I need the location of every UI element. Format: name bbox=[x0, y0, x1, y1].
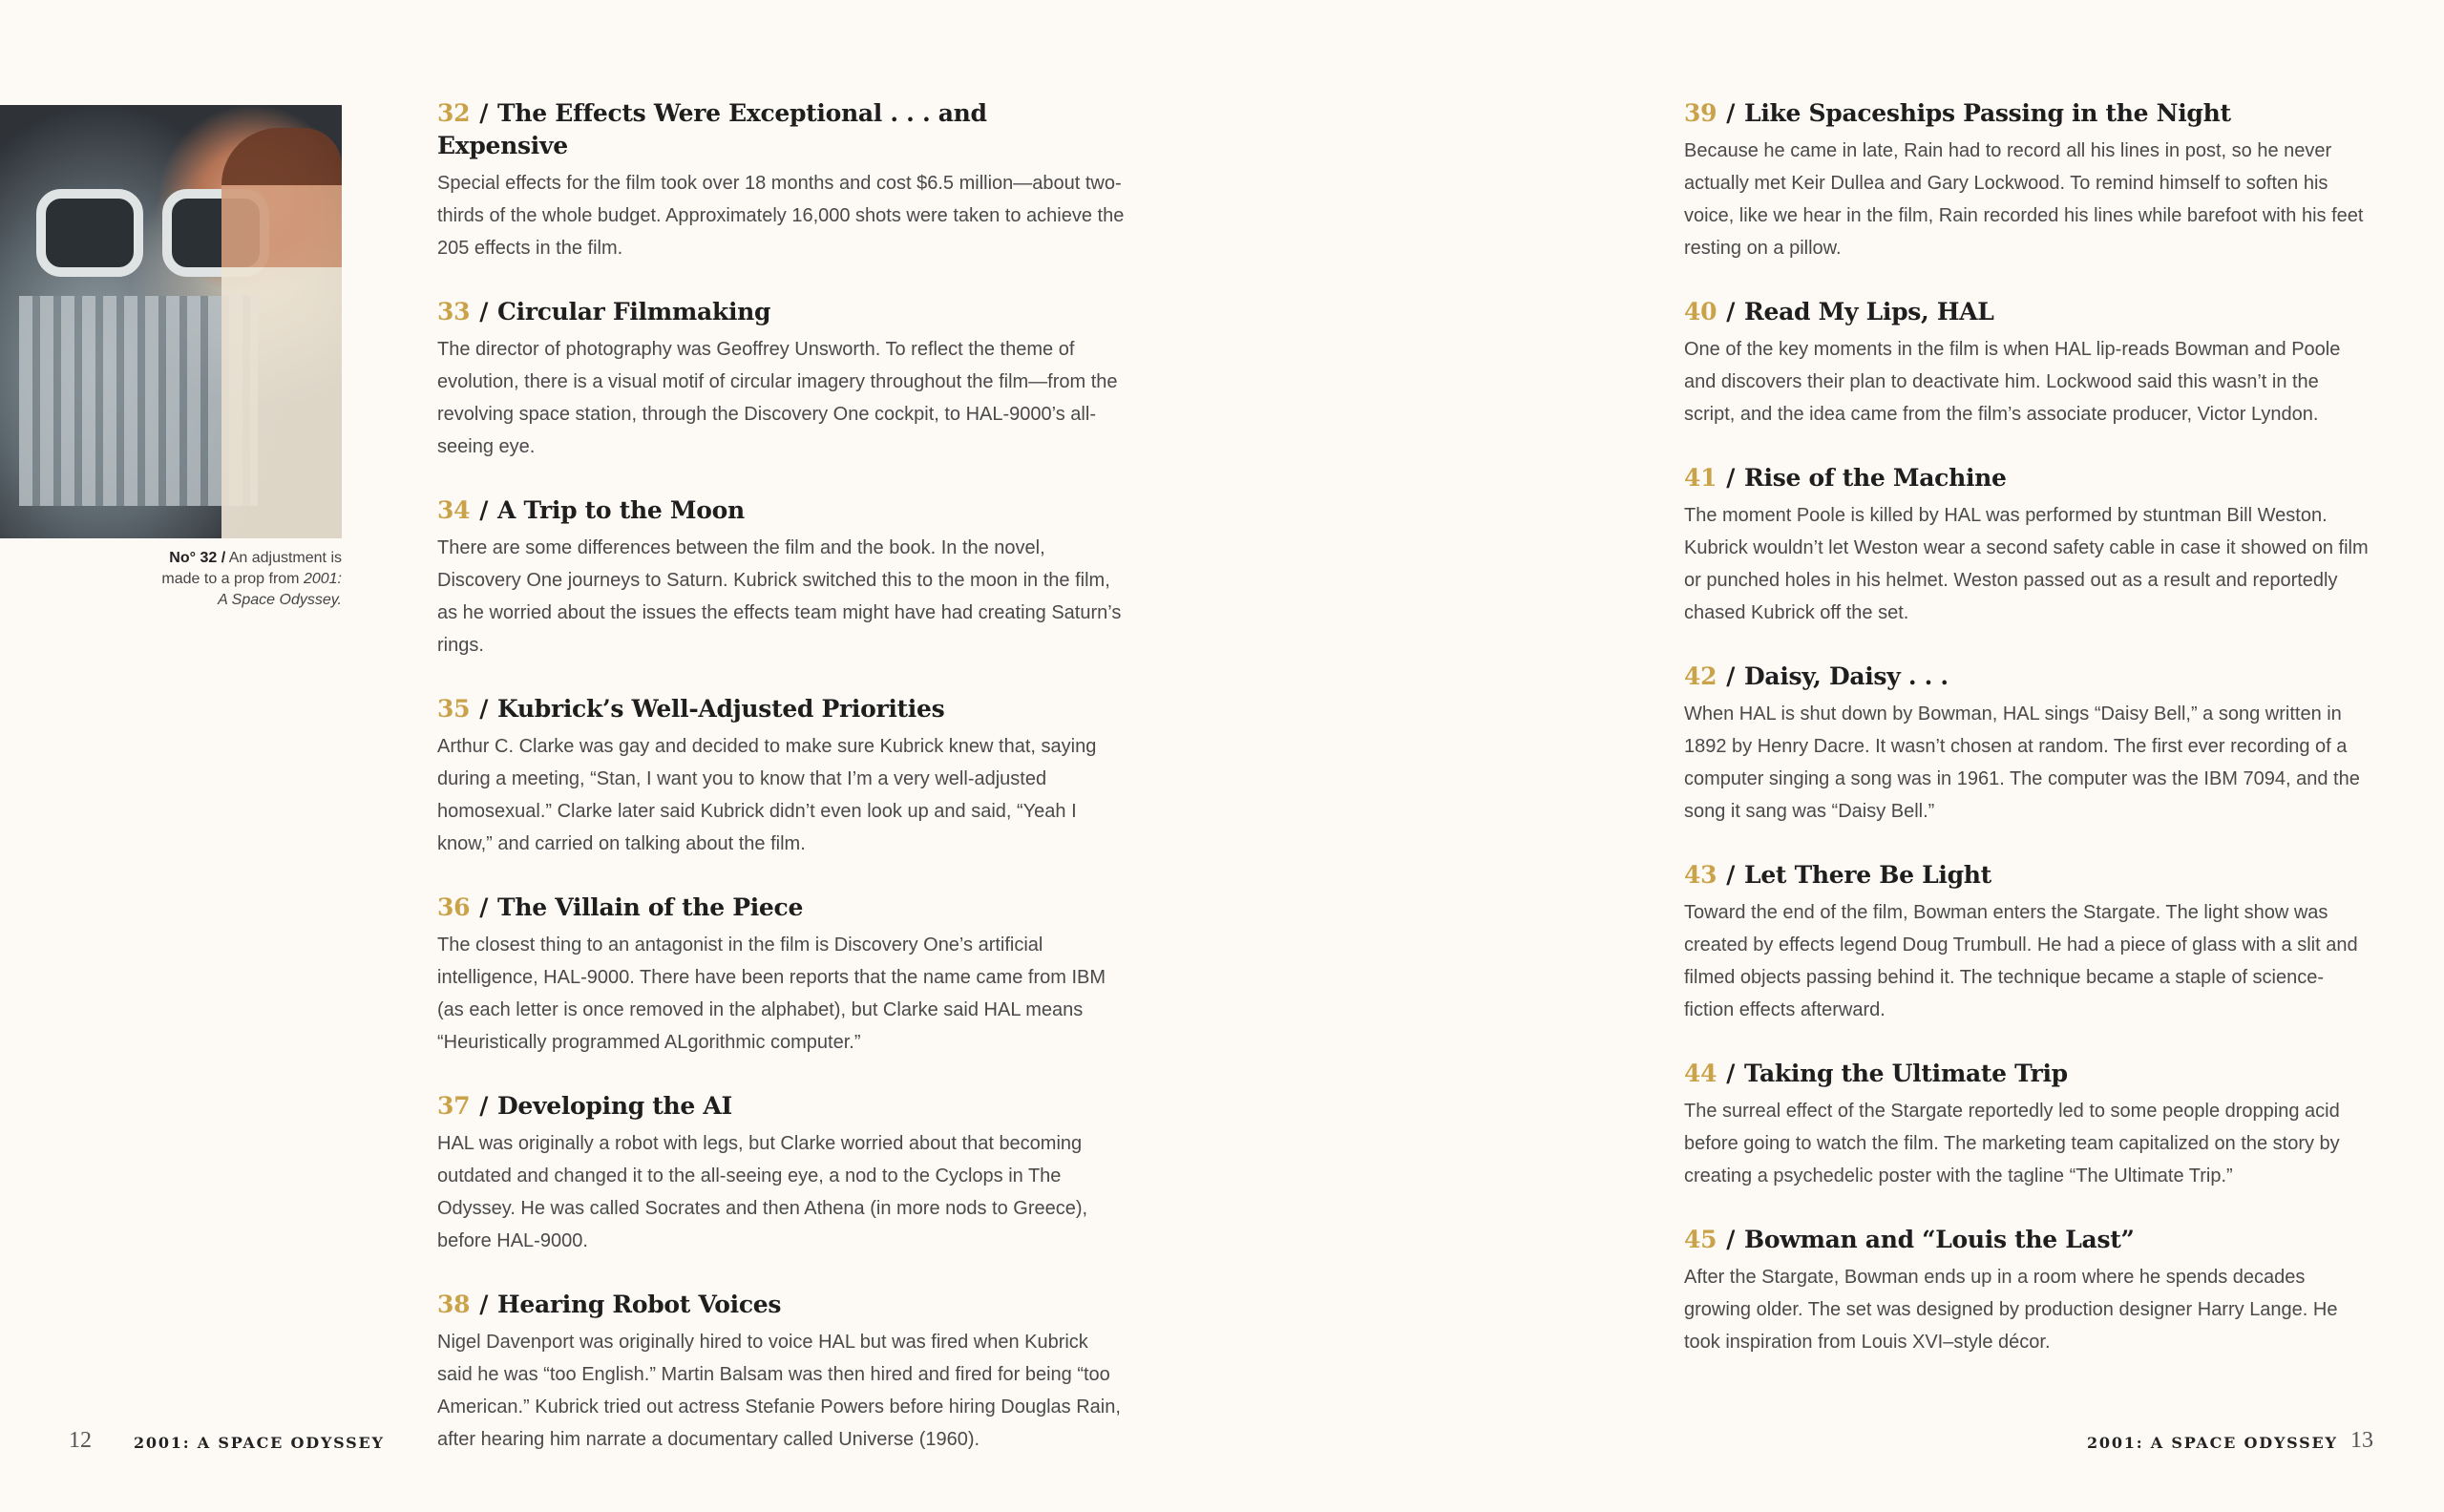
fact-title: Like Spaceships Passing in the Night bbox=[1744, 99, 2231, 127]
fact-32 bbox=[437, 97, 1125, 264]
fact-33 bbox=[437, 296, 1125, 463]
right-column bbox=[1684, 97, 2371, 1390]
fact-title: Daisy, Daisy . . . bbox=[1744, 662, 1949, 690]
fact-heading: 39 / Like Spaceships Passing in the Night bbox=[1684, 99, 2231, 127]
fact-heading: 42 / Daisy, Daisy . . . bbox=[1684, 662, 1949, 690]
photo-caption bbox=[151, 548, 342, 611]
fact-body: There are some differences between the film and the book. In the novel, Discovery One journeys to Saturn. Kubrick switched this to the moon in the film, as he worried about the issues the effects team might have had creating Saturn’s rings. bbox=[437, 537, 1122, 656]
fact-body: Toward the end of the film, Bowman enters the Stargate. The light show was created by effects legend Doug Trumbull. He had a piece of glass with a slit and filmed objects passing behind it. The technique became a staple of science-fiction effects afterward. bbox=[1684, 902, 2358, 1020]
fact-number: 44 bbox=[1684, 1060, 1717, 1087]
fact-number: 35 bbox=[437, 695, 471, 723]
fact-body: When HAL is shut down by Bowman, HAL sings “Daisy Bell,” a song written in 1892 by Henry Dacre. It wasn’t chosen at random. The first ever recording of a computer singing a song was in 1961. The computer was the IBM 7094, and the song it sang was “Daisy Bell.” bbox=[1684, 704, 2360, 822]
fact-title: Read My Lips, HAL bbox=[1744, 298, 1994, 326]
fact-body: Nigel Davenport was originally hired to voice HAL but was fired when Kubrick said he was “too English.” Martin Balsam was then hired and fired for being “too American.” Kubrick tried out actress Stefanie Powers before hiring Douglas Rain, after hearing him narrate a documentary called Universe (1960). bbox=[437, 1332, 1121, 1450]
fact-number: 42 bbox=[1684, 662, 1717, 690]
fact-heading: 35 / Kubrick’s Well-Adjusted Priorities bbox=[437, 695, 945, 723]
fact-37 bbox=[437, 1090, 1125, 1257]
fact-number: 40 bbox=[1684, 298, 1717, 326]
running-title-right: 2001: A SPACE ODYSSEY bbox=[2087, 1434, 2338, 1452]
fact-45 bbox=[1684, 1224, 2371, 1358]
fact-body: One of the key moments in the film is when HAL lip-reads Bowman and Poole and discovers their plan to deactivate him. Lockwood said this wasn’t in the script, and the idea came from the film’s associate producer, Victor Lyndon. bbox=[1684, 339, 2341, 425]
fact-number: 33 bbox=[437, 298, 471, 326]
fact-body: The surreal effect of the Stargate reportedly led to some people dropping acid before going to watch the film. The marketing team capitalized on the story by creating a psychedelic poster with the tagline “The Ultimate Trip.” bbox=[1684, 1101, 2340, 1186]
left-column bbox=[437, 97, 1125, 1487]
fact-number: 36 bbox=[437, 893, 471, 921]
fact-heading: 40 / Read My Lips, HAL bbox=[1684, 298, 1994, 326]
fact-34 bbox=[437, 494, 1125, 662]
fact-39 bbox=[1684, 97, 2371, 264]
fact-body: Because he came in late, Rain had to record all his lines in post, so he never actually met Keir Dullea and Gary Lockwood. To remind himself to soften his voice, like we hear in the film, Rain recorded his lines while barefoot with his feet resting on a pillow. bbox=[1684, 140, 2364, 259]
fact-heading: 41 / Rise of the Machine bbox=[1684, 464, 2007, 492]
caption-film-title: 2001: A Space Odyssey. bbox=[218, 571, 342, 608]
fact-42 bbox=[1684, 661, 2371, 828]
technician-figure bbox=[221, 128, 342, 538]
fact-title: Bowman and “Louis the Last” bbox=[1744, 1226, 2135, 1253]
fact-35 bbox=[437, 693, 1125, 860]
page-number-right: 13 bbox=[2350, 1428, 2373, 1453]
fact-title: Hearing Robot Voices bbox=[497, 1291, 782, 1318]
fact-number: 32 bbox=[437, 99, 471, 127]
fact-40 bbox=[1684, 296, 2371, 430]
fact-heading: 44 / Taking the Ultimate Trip bbox=[1684, 1060, 2068, 1087]
fact-title: A Trip to the Moon bbox=[497, 496, 745, 524]
fact-heading: 37 / Developing the AI bbox=[437, 1092, 732, 1120]
fact-title: Circular Filmmaking bbox=[497, 298, 771, 326]
fact-36 bbox=[437, 892, 1125, 1059]
page-number-left: 12 bbox=[69, 1428, 92, 1453]
fact-number: 43 bbox=[1684, 861, 1717, 889]
fact-heading: 43 / Let There Be Light bbox=[1684, 861, 1991, 889]
fact-number: 37 bbox=[437, 1092, 471, 1120]
fact-title: The Villain of the Piece bbox=[497, 893, 804, 921]
fact-body: After the Stargate, Bowman ends up in a room where he spends decades growing older. The set was designed by production designer Harry Lange. He took inspiration from Louis XVI–style décor. bbox=[1684, 1267, 2338, 1353]
fact-body: HAL was originally a robot with legs, but Clarke worried about that becoming outdated and changed it to the all-seeing eye, a nod to the Cyclops in The Odyssey. He was called Socrates and then Athena (in more nods to Greece), before HAL-9000. bbox=[437, 1133, 1088, 1251]
fact-heading: 33 / Circular Filmmaking bbox=[437, 298, 771, 326]
fact-title: Developing the AI bbox=[497, 1092, 732, 1120]
fact-38 bbox=[437, 1289, 1125, 1456]
robot-prop-photo bbox=[0, 105, 342, 538]
fact-title: Kubrick’s Well-Adjusted Priorities bbox=[497, 695, 945, 723]
fact-body: Arthur C. Clarke was gay and decided to make sure Kubrick knew that, saying during a meeting, “Stan, I want you to know that I’m a very well-adjusted homosexual.” Clarke later said Kubrick didn’t even look up and said, “Yeah I know,” and carried on talking about the film. bbox=[437, 736, 1097, 854]
fact-title: The Effects Were Exceptional . . . and Expensive bbox=[437, 99, 987, 159]
fact-number: 34 bbox=[437, 496, 471, 524]
fact-41 bbox=[1684, 462, 2371, 629]
fact-heading: 45 / Bowman and “Louis the Last” bbox=[1684, 1226, 2135, 1253]
fact-heading: 34 / A Trip to the Moon bbox=[437, 496, 745, 524]
fact-heading: 38 / Hearing Robot Voices bbox=[437, 1291, 782, 1318]
fact-body: The moment Poole is killed by HAL was performed by stuntman Bill Weston. Kubrick wouldn’t let Weston wear a second safety cable in case it showed on film or punched holes in his helmet. Weston passed out as a result and reportedly chased Kubrick off the set. bbox=[1684, 505, 2369, 623]
fact-heading: 36 / The Villain of the Piece bbox=[437, 893, 804, 921]
fact-number: 41 bbox=[1684, 464, 1717, 492]
fact-44 bbox=[1684, 1058, 2371, 1192]
fact-title: Rise of the Machine bbox=[1744, 464, 2007, 492]
fact-number: 45 bbox=[1684, 1226, 1717, 1253]
fact-heading: 32 / The Effects Were Exceptional . . . and Expensive bbox=[437, 99, 987, 159]
fact-title: Taking the Ultimate Trip bbox=[1744, 1060, 2068, 1087]
prop-visor-left bbox=[36, 189, 143, 277]
fact-body: The closest thing to an antagonist in the film is Discovery One’s artificial intelligence, HAL-9000. There have been reports that the name came from IBM (as each letter is once removed in the alphabet), but Clarke said HAL means “Heuristically programmed ALgorithmic computer.” bbox=[437, 934, 1106, 1053]
fact-43 bbox=[1684, 859, 2371, 1026]
caption-text: An adjustment is made to a prop from bbox=[161, 550, 342, 587]
caption-label: No° 32 / bbox=[169, 550, 226, 566]
fact-body: The director of photography was Geoffrey Unsworth. To reflect the theme of evolution, there is a visual motif of circular imagery throughout the film—from the revolving space station, through the Discovery One cockpit, to HAL-9000’s all-seeing eye. bbox=[437, 339, 1118, 457]
fact-body: Special effects for the film took over 18 months and cost $6.5 million—about two-thirds of the whole budget. Approximately 16,000 shots were taken to achieve the 205 effects in the film. bbox=[437, 173, 1125, 259]
fact-title: Let There Be Light bbox=[1744, 861, 1991, 889]
fact-number: 39 bbox=[1684, 99, 1717, 127]
running-title-left: 2001: A SPACE ODYSSEY bbox=[134, 1434, 385, 1452]
fact-number: 38 bbox=[437, 1291, 471, 1318]
